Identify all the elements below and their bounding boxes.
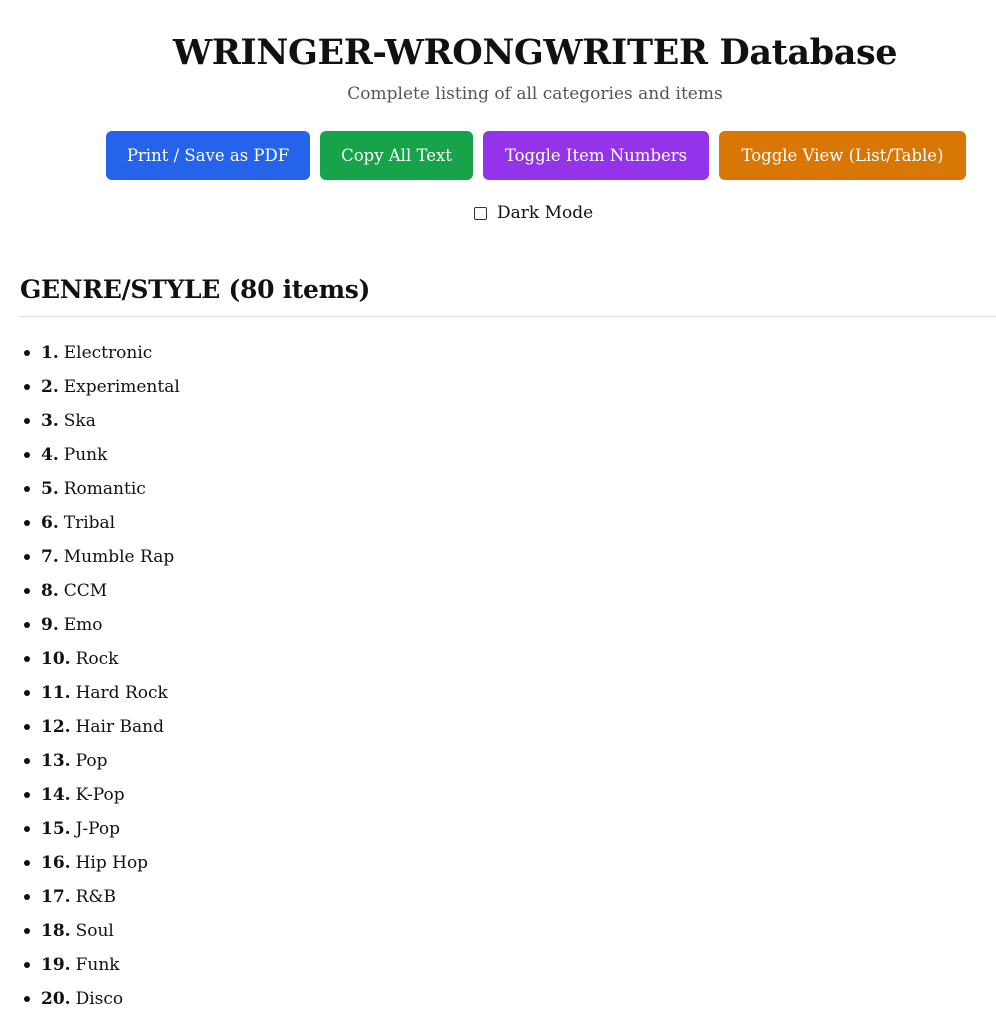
bullet-icon [24, 520, 30, 526]
bullet-icon [24, 554, 30, 560]
item-label: Funk [75, 955, 120, 975]
item-number: 17. [41, 887, 71, 907]
item-number: 5. [41, 479, 59, 499]
item-label: Punk [63, 445, 108, 465]
bullet-icon [24, 758, 30, 764]
item-number: 18. [41, 921, 71, 941]
bullet-icon [24, 894, 30, 900]
bullet-icon [24, 724, 30, 730]
bullet-icon [24, 452, 30, 458]
dark-mode-label: Dark Mode [497, 203, 594, 223]
item-label: K-Pop [75, 785, 125, 805]
bullet-icon [24, 860, 30, 866]
item-label: Ska [63, 411, 96, 431]
item-number: 3. [41, 411, 59, 431]
bullet-icon [24, 350, 30, 356]
item-number: 11. [41, 683, 71, 703]
item-number: 4. [41, 445, 59, 465]
toggle-item-numbers-button[interactable]: Toggle Item Numbers [483, 131, 709, 180]
bullet-icon [24, 486, 30, 492]
list-item [20, 574, 996, 608]
item-label: Pop [75, 751, 108, 771]
bullet-icon [24, 656, 30, 662]
item-label: Emo [63, 615, 103, 635]
list-item [20, 642, 996, 676]
list-item [20, 506, 996, 540]
list-item [20, 948, 996, 982]
toolbar [106, 131, 966, 180]
list-item [20, 608, 996, 642]
item-label: Romantic [63, 479, 146, 499]
page-header [0, 0, 996, 105]
item-number: 20. [41, 989, 71, 1009]
bullet-icon [24, 690, 30, 696]
page-title: WRINGER-WRONGWRITER Database [172, 32, 898, 73]
list-item [20, 812, 996, 846]
item-number: 8. [41, 581, 59, 601]
list-item [20, 438, 996, 472]
list-item [20, 336, 996, 370]
item-label: Disco [75, 989, 124, 1009]
list-item [20, 982, 996, 1016]
bullet-icon [24, 588, 30, 594]
copy-all-text-button[interactable]: Copy All Text [320, 131, 473, 180]
item-number: 19. [41, 955, 71, 975]
item-label: R&B [75, 887, 117, 907]
list-item [20, 914, 996, 948]
item-number: 6. [41, 513, 59, 533]
item-label: Hip Hop [75, 853, 149, 873]
bullet-icon [24, 962, 30, 968]
item-label: Soul [75, 921, 114, 941]
list-item [20, 370, 996, 404]
toggle-view-button[interactable]: Toggle View (List/Table) [719, 131, 966, 180]
list-item [20, 778, 996, 812]
item-number: 14. [41, 785, 71, 805]
item-label: Experimental [63, 377, 180, 397]
item-label: Rock [75, 649, 119, 669]
list-item [20, 472, 996, 506]
list-item [20, 846, 996, 880]
item-number: 1. [41, 343, 59, 363]
bullet-icon [24, 792, 30, 798]
item-label: Mumble Rap [63, 547, 175, 567]
list-item [20, 880, 996, 914]
item-label: J-Pop [75, 819, 121, 839]
item-number: 13. [41, 751, 71, 771]
item-label: Tribal [63, 513, 116, 533]
bullet-icon [24, 826, 30, 832]
bullet-icon [24, 622, 30, 628]
list-item [20, 710, 996, 744]
category-section [20, 270, 996, 1016]
list-item [20, 404, 996, 438]
list-item [20, 676, 996, 710]
dark-mode-checkbox[interactable] [474, 207, 487, 220]
item-number: 10. [41, 649, 71, 669]
item-number: 15. [41, 819, 71, 839]
print-save-pdf-button[interactable]: Print / Save as PDF [106, 131, 310, 180]
item-number: 16. [41, 853, 71, 873]
item-number: 7. [41, 547, 59, 567]
bullet-icon [24, 418, 30, 424]
section-title: GENRE/STYLE (80 items) [20, 270, 996, 317]
item-label: Electronic [63, 343, 153, 363]
item-label: Hard Rock [75, 683, 168, 703]
item-list [20, 336, 996, 1016]
dark-mode-toggle[interactable] [474, 203, 593, 223]
page-subtitle: Complete listing of all categories and items [347, 84, 723, 104]
item-label: Hair Band [75, 717, 164, 737]
bullet-icon [24, 996, 30, 1002]
item-label: CCM [63, 581, 108, 601]
item-number: 9. [41, 615, 59, 635]
list-item [20, 540, 996, 574]
bullet-icon [24, 928, 30, 934]
list-item [20, 744, 996, 778]
bullet-icon [24, 384, 30, 390]
item-number: 2. [41, 377, 59, 397]
item-number: 12. [41, 717, 71, 737]
